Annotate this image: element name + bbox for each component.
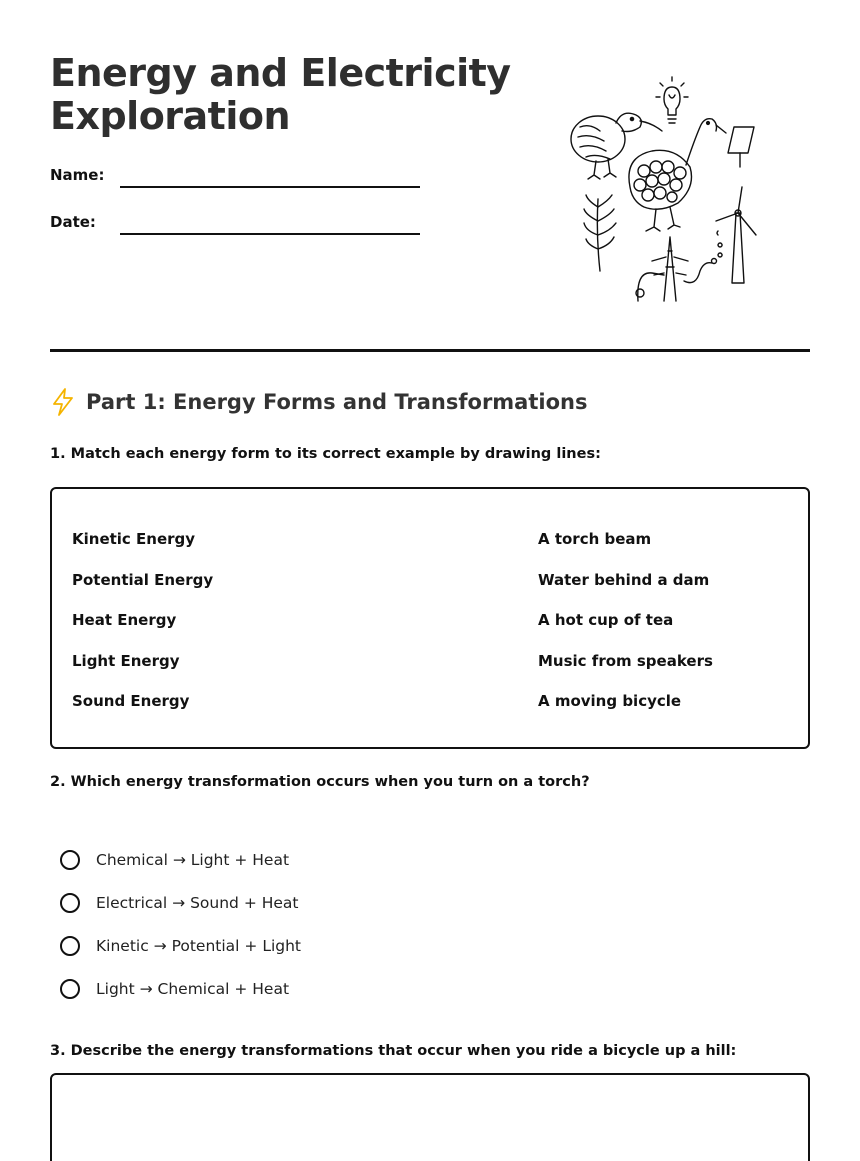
option-item[interactable] — [60, 838, 301, 881]
option-label: Light → Chemical + Heat — [96, 979, 290, 998]
energy-form-item[interactable]: Sound Energy — [72, 692, 190, 710]
energy-form-item[interactable]: Potential Energy — [72, 570, 214, 589]
question-1-prompt: 1. Match each energy form to its correct example by drawing lines: — [50, 446, 601, 462]
solar-panel-icon — [728, 127, 754, 167]
answer-textarea[interactable] — [50, 1073, 810, 1161]
fern-icon — [584, 195, 616, 271]
option-label: Kinetic → Potential + Light — [96, 936, 302, 955]
date-label: Date: — [50, 213, 96, 231]
power-pylon-icon — [652, 237, 688, 301]
question-2-prompt: 2. Which energy transformation occurs when you turn on a torch? — [50, 774, 590, 790]
energy-forms-list — [72, 529, 213, 732]
title-line-2: Exploration — [50, 94, 291, 138]
radio-button[interactable] — [60, 979, 80, 999]
option-item[interactable] — [60, 881, 301, 924]
matching-box[interactable] — [50, 487, 810, 749]
energy-examples-list — [538, 529, 713, 732]
energy-form-item[interactable]: Kinetic Energy — [72, 530, 196, 548]
wind-turbine-icon — [716, 187, 756, 283]
lightbulb-icon — [656, 77, 688, 123]
option-item[interactable] — [60, 967, 301, 1010]
energy-example-item[interactable]: A torch beam — [538, 530, 652, 548]
name-label: Name: — [50, 166, 105, 184]
option-item[interactable] — [60, 924, 301, 967]
header-divider — [50, 349, 810, 352]
question-2-options — [60, 838, 301, 1010]
energy-form-item[interactable]: Heat Energy — [72, 611, 177, 629]
energy-example-item[interactable]: A hot cup of tea — [538, 611, 674, 629]
kiwi-bird-icon — [571, 113, 662, 179]
question-3-prompt: 3. Describe the energy transformations that occur when you ride a bicycle up a hill: — [50, 1043, 737, 1059]
lightning-bolt-icon — [50, 388, 76, 416]
takahe-bird-icon — [629, 119, 726, 231]
page-title — [50, 52, 511, 138]
option-label: Chemical → Light + Heat — [96, 850, 290, 869]
energy-form-item[interactable]: Light Energy — [72, 651, 180, 670]
option-label: Electrical → Sound + Heat — [96, 893, 299, 912]
name-field[interactable] — [120, 186, 420, 188]
plug-cable-icon — [636, 259, 717, 302]
radio-button[interactable] — [60, 850, 80, 870]
radio-button[interactable] — [60, 893, 80, 913]
title-line-1: Energy and Electricity — [50, 51, 511, 95]
radio-button[interactable] — [60, 936, 80, 956]
part1-heading-text: Part 1: Energy Forms and Transformations — [86, 390, 588, 414]
part1-heading — [50, 388, 587, 416]
energy-nature-illustration — [560, 75, 760, 305]
energy-example-item[interactable]: Music from speakers — [538, 651, 713, 670]
energy-example-item[interactable]: A moving bicycle — [538, 692, 682, 710]
date-field[interactable] — [120, 233, 420, 235]
energy-example-item[interactable]: Water behind a dam — [538, 570, 710, 589]
